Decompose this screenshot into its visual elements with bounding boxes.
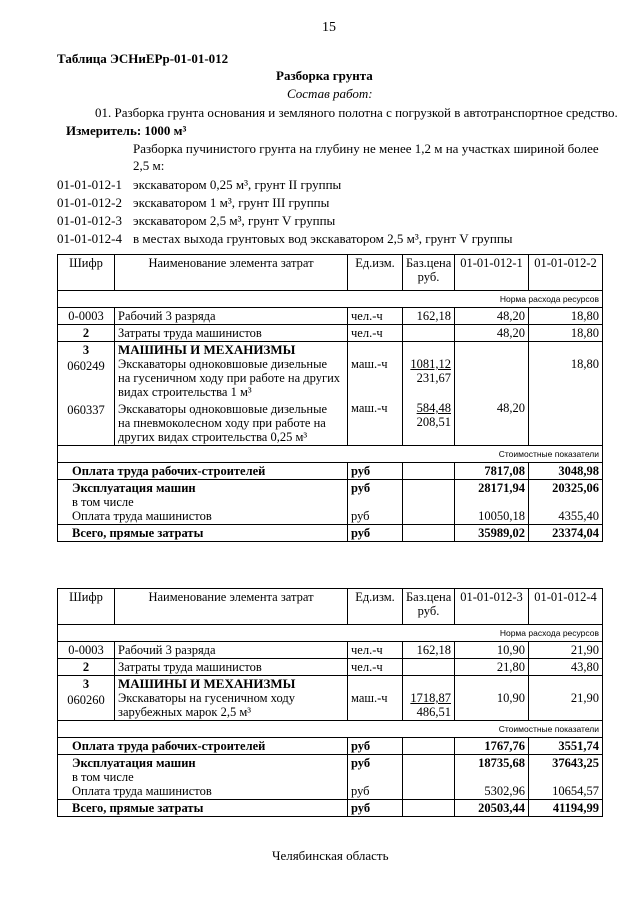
row-unit: чел.-ч bbox=[348, 325, 403, 342]
total-label: Всего, прямые затраты bbox=[58, 800, 348, 817]
machines-section bbox=[58, 342, 603, 446]
row-price: 162,18 bbox=[403, 642, 455, 659]
row-price: 162,18 bbox=[403, 308, 455, 325]
description-line-2: 2,5 м: bbox=[133, 158, 165, 173]
machines-title: МАШИНЫ И МЕХАНИЗМЫ bbox=[118, 342, 296, 357]
row-value-a: 48,20 bbox=[455, 308, 529, 325]
machine-name: видах строительства 1 м³ bbox=[118, 385, 252, 399]
total-value-b: 41194,99 bbox=[529, 800, 603, 817]
header-price: Баз.цена руб. bbox=[403, 255, 455, 291]
total-value-a: 1767,76 bbox=[455, 738, 529, 755]
total-unit: руб bbox=[348, 738, 403, 755]
header-price: Баз.цена руб. bbox=[403, 589, 455, 625]
table-row bbox=[58, 755, 603, 800]
machines-section bbox=[58, 676, 603, 721]
total-value-b: 3048,98 bbox=[529, 463, 603, 480]
machine-name: на пневмоколесном ходу при работе на bbox=[118, 416, 326, 430]
measure-unit: Измеритель: 1000 м³ bbox=[66, 123, 187, 138]
variant-code: 01-01-012-1 bbox=[57, 177, 122, 192]
variant-code: 01-01-012-3 bbox=[57, 213, 122, 228]
header-col-b: 01-01-012-4 bbox=[529, 589, 603, 625]
machine-code: 060249 bbox=[67, 359, 105, 373]
total-label-text: Оплата труда машинистов bbox=[72, 509, 212, 523]
machine-price: 1081,12 bbox=[410, 357, 451, 371]
table-header-row bbox=[58, 589, 603, 625]
table-row bbox=[58, 525, 603, 542]
total-label-text: Оплата труда машинистов bbox=[72, 784, 212, 798]
machines-title: МАШИНЫ И МЕХАНИЗМЫ bbox=[118, 676, 296, 691]
variant-text: экскаватором 1 м³, грунт III группы bbox=[133, 195, 330, 210]
row-unit: чел.-ч bbox=[348, 659, 403, 676]
machine-value-b: 18,80 bbox=[570, 357, 599, 371]
total-value-b: 10654,57 bbox=[552, 784, 599, 798]
machine-code: 060260 bbox=[67, 693, 105, 707]
machine-unit: маш.-ч bbox=[351, 401, 388, 415]
cost-label-row bbox=[58, 446, 603, 463]
cost-label: Стоимостные показатели bbox=[58, 721, 603, 738]
machine-value-a bbox=[458, 357, 525, 371]
description-line-1: Разборка пучинистого грунта на глубину не менее 1,2 м на участках шириной более bbox=[133, 141, 599, 156]
cost-label-row bbox=[58, 721, 603, 738]
row-value-b: 18,80 bbox=[529, 325, 603, 342]
page-number: 15 bbox=[322, 20, 336, 35]
header-col-b: 01-01-012-2 bbox=[529, 255, 603, 291]
resource-table-1 bbox=[57, 254, 603, 542]
row-value-a: 48,20 bbox=[455, 325, 529, 342]
table-title: Таблица ЭСНиЕРр-01-01-012 bbox=[57, 51, 229, 66]
machine-name: на гусеничном ходу при работе на других bbox=[118, 371, 341, 385]
machine-name: других видах строительства 0,25 м³ bbox=[118, 430, 308, 444]
total-value-b: 4355,40 bbox=[558, 509, 599, 523]
header-name: Наименование элемента затрат bbox=[115, 589, 348, 625]
total-label: Всего, прямые затраты bbox=[58, 525, 348, 542]
machine-wage: 231,67 bbox=[416, 371, 451, 385]
header-code: Шифр bbox=[58, 255, 115, 291]
total-unit: руб bbox=[348, 800, 403, 817]
total-value-a: 18735,68 bbox=[478, 756, 525, 770]
total-unit: руб bbox=[351, 756, 371, 770]
total-value-b: 37643,25 bbox=[552, 756, 599, 770]
including-label: в том числе bbox=[72, 495, 134, 509]
total-value-a: 28171,94 bbox=[478, 481, 525, 495]
table-row bbox=[58, 463, 603, 480]
machine-name: зарубежных марок 2,5 м³ bbox=[118, 705, 251, 719]
variant-text: экскаватором 2,5 м³, грунт V группы bbox=[133, 213, 336, 228]
total-label bbox=[58, 755, 348, 800]
row-code: 0-0003 bbox=[58, 308, 115, 325]
total-value-a: 35989,02 bbox=[455, 525, 529, 542]
header-col-a: 01-01-012-3 bbox=[455, 589, 529, 625]
total-value-a: 7817,08 bbox=[455, 463, 529, 480]
total-label: Оплата труда рабочих-строителей bbox=[58, 738, 348, 755]
header-col-a: 01-01-012-1 bbox=[455, 255, 529, 291]
total-label bbox=[58, 480, 348, 525]
work-item: 01. Разборка грунта основания и земляного полотна с погрузкой в автотранспортное средство. bbox=[95, 105, 618, 120]
header-unit: Ед.изм. bbox=[348, 255, 403, 291]
cost-label: Стоимостные показатели bbox=[58, 446, 603, 463]
machine-price: 1718,87 bbox=[410, 691, 451, 705]
variant-code: 01-01-012-2 bbox=[57, 195, 122, 210]
table-row bbox=[58, 738, 603, 755]
total-unit: руб bbox=[348, 463, 403, 480]
table-row bbox=[58, 659, 603, 676]
machine-value-a: 10,90 bbox=[496, 691, 525, 705]
total-value-b: 3551,74 bbox=[529, 738, 603, 755]
machine-name: Экскаваторы на гусеничном ходу bbox=[118, 691, 295, 705]
machine-value-a: 48,20 bbox=[496, 401, 525, 415]
section-title: Разборка грунта bbox=[276, 68, 373, 83]
composition-title: Состав работ: bbox=[287, 86, 373, 101]
variant-code: 01-01-012-4 bbox=[57, 231, 122, 246]
total-value-b: 23374,04 bbox=[529, 525, 603, 542]
norm-label-row bbox=[58, 291, 603, 308]
machines-code: 3 bbox=[82, 677, 90, 691]
total-unit: руб bbox=[351, 784, 370, 798]
table-row bbox=[58, 480, 603, 525]
norm-label-row bbox=[58, 625, 603, 642]
row-name: Рабочий 3 разряда bbox=[115, 308, 348, 325]
row-name: Затраты труда машинистов bbox=[115, 659, 348, 676]
footer-region: Челябинская область bbox=[272, 848, 389, 863]
machine-wage: 486,51 bbox=[416, 705, 451, 719]
row-unit: чел.-ч bbox=[348, 308, 403, 325]
including-label: в том числе bbox=[72, 770, 134, 784]
machine-name: Экскаваторы одноковшовые дизельные bbox=[118, 402, 328, 416]
machine-unit: маш.-ч bbox=[351, 691, 388, 705]
total-value-a: 5302,96 bbox=[484, 784, 525, 798]
variant-text: в местах выхода грунтовых вод экскаватором 2,5 м³, грунт V группы bbox=[133, 231, 513, 246]
row-code: 2 bbox=[58, 659, 115, 676]
total-value-b: 20325,06 bbox=[552, 481, 599, 495]
total-label-text: Эксплуатация машин bbox=[72, 756, 196, 770]
total-unit: руб bbox=[351, 509, 370, 523]
row-value-b: 43,80 bbox=[529, 659, 603, 676]
table-header-row bbox=[58, 255, 603, 291]
resource-table-2 bbox=[57, 588, 603, 817]
norm-label: Норма расхода ресурсов bbox=[58, 625, 603, 642]
row-unit: чел.-ч bbox=[348, 642, 403, 659]
total-unit: руб bbox=[348, 525, 403, 542]
row-code: 0-0003 bbox=[58, 642, 115, 659]
total-unit: руб bbox=[351, 481, 371, 495]
row-value-a: 21,80 bbox=[455, 659, 529, 676]
table-row bbox=[58, 308, 603, 325]
row-name: Рабочий 3 разряда bbox=[115, 642, 348, 659]
row-value-b: 21,90 bbox=[529, 642, 603, 659]
machine-name: Экскаваторы одноковшовые дизельные bbox=[118, 357, 328, 371]
header-unit: Ед.изм. bbox=[348, 589, 403, 625]
machine-unit: маш.-ч bbox=[351, 357, 388, 371]
header-code: Шифр bbox=[58, 589, 115, 625]
table-row bbox=[58, 800, 603, 817]
variant-text: экскаватором 0,25 м³, грунт II группы bbox=[133, 177, 342, 192]
row-value-a: 10,90 bbox=[455, 642, 529, 659]
total-label: Оплата труда рабочих-строителей bbox=[58, 463, 348, 480]
row-value-b: 18,80 bbox=[529, 308, 603, 325]
row-name: Затраты труда машинистов bbox=[115, 325, 348, 342]
row-code: 2 bbox=[58, 325, 115, 342]
machine-wage: 208,51 bbox=[416, 415, 451, 429]
table-row bbox=[58, 642, 603, 659]
total-value-a: 10050,18 bbox=[478, 509, 525, 523]
machine-value-b: 21,90 bbox=[570, 691, 599, 705]
norm-label: Норма расхода ресурсов bbox=[58, 291, 603, 308]
header-name: Наименование элемента затрат bbox=[115, 255, 348, 291]
total-value-a: 20503,44 bbox=[455, 800, 529, 817]
machine-code: 060337 bbox=[67, 403, 105, 417]
total-label-text: Эксплуатация машин bbox=[72, 481, 196, 495]
table-row bbox=[58, 325, 603, 342]
machines-code: 3 bbox=[82, 343, 90, 357]
machine-price: 584,48 bbox=[416, 401, 451, 415]
